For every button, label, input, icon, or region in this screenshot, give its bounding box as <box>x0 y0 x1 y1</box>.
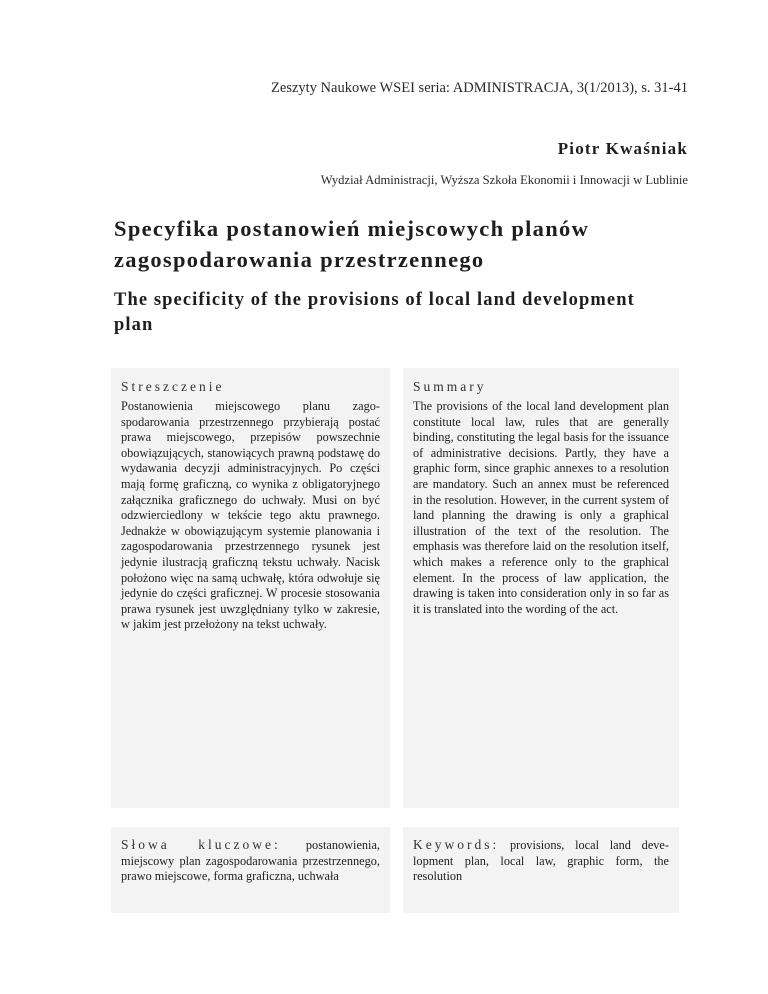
abstract-english-box <box>403 368 679 808</box>
keywords-polish-paragraph <box>121 837 380 885</box>
keywords-polish-text: postanowienia, miejscowy plan zagospodarowania przestrzennego, prawo miejscowe, forma graficzna, uchwała <box>121 838 380 884</box>
keywords-english-label: Keywords: <box>413 837 500 852</box>
abstract-polish-text: Postanowienia miejscowego planu zagospodarowania przestrzennego przybierają postać prawa miejscowego, przepisów powszechnie obowiązujących, stanowiących prawną podstawę do wydawania decyzji administracyjnych. Po części mają formę graficzną, co wynika z obligatoryjnego załącznika graficznego do uchwały. Musi on być odzwierciedlony w tekście tego aktu prawnego. Jednakże w obowiązującym systemie planowania i zagospodarowania przestrzennego rysunek jest jedynie ilustracją graficzną tekstu uchwały. Nacisk położono więc na samą uchwałę, która odwołuje się jedynie do części graficznej. W procesie stosowania prawa rysunek jest uwzględniany tylko w zakresie, w jakim jest przełożony na tekst uchwały. <box>121 399 380 632</box>
keywords-polish-box <box>111 827 390 913</box>
author-name: Piotr Kwaśniak <box>557 139 688 158</box>
abstract-polish-heading: Streszczenie <box>121 379 225 394</box>
keywords-english-paragraph <box>413 837 669 885</box>
abstract-polish-box <box>111 368 390 808</box>
title-english: The specificity of the provisions of local land development plan <box>114 290 635 335</box>
keywords-english-text: provisions, local land development plan, local law, graphic form, the resolution <box>413 838 669 884</box>
author-affiliation: Wydział Administracji, Wyższa Szkoła Ekonomii i Innowacji w Lublinie <box>320 173 688 187</box>
keywords-polish-label: Słowa kluczowe: <box>121 837 281 852</box>
journal-citation: Zeszyty Naukowe WSEI seria: ADMINISTRACJA, 3(1/2013), s. 31-41 <box>271 80 688 96</box>
keywords-english-box <box>403 827 679 913</box>
title-polish: Specyfika postanowień miejscowych planów zagospodarowania przestrzennego <box>114 216 590 272</box>
abstract-english-text: The provisions of the local land development plan constitute local law, rules that are generally binding, constituting the legal basis for the issuance of administrative decisions. Partly, they have a graphic form, since graphic annexes to a resolution are mandatory. Such an annex must be referenced in the resolution. However, in the current system of land planning the drawing is only a graphical illustration of the text of the resolution. The emphasis was therefore laid on the resolution itself, which makes a reference only to the graphical element. In the process of law application, the drawing is taken into consideration only in so far as it is translated into the wording of the act. <box>413 399 669 616</box>
abstract-english-heading: Summary <box>413 379 487 394</box>
